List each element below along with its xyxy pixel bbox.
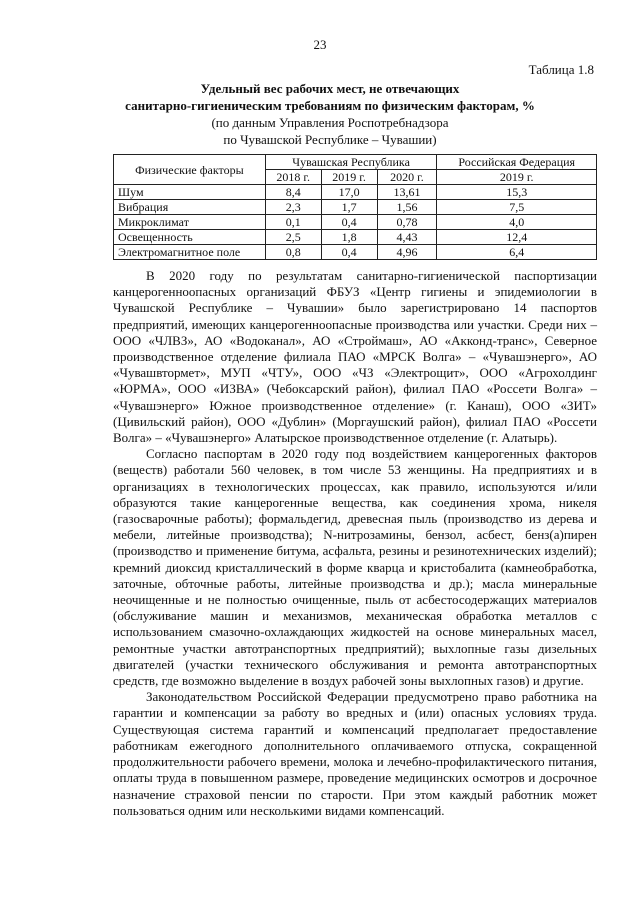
value-cell: 4,96	[377, 245, 437, 260]
value-cell: 4,0	[437, 215, 597, 230]
value-cell: 8,4	[265, 185, 321, 200]
factor-cell: Освещенность	[114, 230, 266, 245]
paragraph: Законодательством Российской Федерации предусмотрено право работника на гарантии и компенсации за работу во вредных и (или) опасных условиях труда. Существующая система гарантий и компенсаций предполагает предоставление работникам ежегодного дополнительного оплачиваемого отпуска, сокращенной продолжительности рабочего времени, молока и лечебно-профилактического питания, оплаты труда в повышенном размере, проведение медицинских осмотров и досрочное назначение страховой пенсии по старости. При этом каждый работник может пользоваться одним или несколькими видами компенсаций.	[113, 689, 597, 818]
value-cell: 1,56	[377, 200, 437, 215]
value-cell: 7,5	[437, 200, 597, 215]
value-cell: 2,3	[265, 200, 321, 215]
value-cell: 0,1	[265, 215, 321, 230]
paragraph: Согласно паспортам в 2020 году под воздействием канцерогенных факторов (веществ) работали 560 человек, в том числе 53 женщины. На предприятиях и в организациях в технологических процессах, как правило, используются и/или образуются такие канцерогенные вещества, как соединения хрома, никеля (газосварочные работы); формальдегид, древесная пыль (производство из дерева и мебели, литейные производства); N-нитрозамины, бензол, асбест, бенз(а)пирен (производство и применение битума, асфальта, резины и резинотехнических изделий); кремний диоксид кристаллический в форме кварца и кристобалита (камнеобработка, заточные, обточные работы, литейные производства и др.); масла минеральные неочищенные и не полностью очищенные, пыль от асбестосодержащих материалов (обслуживание машин и механизмов, механическая обработка металлов с использованием смазочно-охлаждающих жидкостей на основе минеральных масел, ремонтные участки автотранспортных предприятий); выхлопные газы дизельных двигателей (участки технического обслуживания и ремонта автотранспортных средств, где возможно выделение в воздух рабочей зоны выхлопных газов) и другие.	[113, 446, 597, 689]
value-cell: 1,8	[321, 230, 377, 245]
year-cell: 2019 г.	[437, 170, 597, 185]
value-cell: 6,4	[437, 245, 597, 260]
table-row	[114, 215, 597, 230]
value-cell: 4,43	[377, 230, 437, 245]
table-row	[114, 230, 597, 245]
table-row	[114, 200, 597, 215]
value-cell: 17,0	[321, 185, 377, 200]
value-cell: 1,7	[321, 200, 377, 215]
factor-cell: Вибрация	[114, 200, 266, 215]
value-cell: 0,4	[321, 215, 377, 230]
heading-line-3: (по данным Управления Роспотребнадзора	[211, 115, 449, 130]
factor-cell: Микроклимат	[114, 215, 266, 230]
year-cell: 2019 г.	[321, 170, 377, 185]
value-cell: 0,78	[377, 215, 437, 230]
physical-factors-table	[113, 154, 597, 260]
page-number: 23	[313, 37, 327, 52]
heading-line-1: Удельный вес рабочих мест, не отвечающих	[200, 81, 460, 96]
value-cell: 2,5	[265, 230, 321, 245]
factor-cell: Электромагнитное поле	[114, 245, 266, 260]
value-cell: 13,61	[377, 185, 437, 200]
header-factor: Физические факторы	[114, 155, 266, 185]
header-russia: Российская Федерация	[437, 155, 597, 170]
table-row	[114, 185, 597, 200]
value-cell: 0,8	[265, 245, 321, 260]
value-cell: 0,4	[321, 245, 377, 260]
year-cell: 2020 г.	[377, 170, 437, 185]
table-label: Таблица 1.8	[528, 62, 594, 77]
value-cell: 12,4	[437, 230, 597, 245]
year-cell: 2018 г.	[265, 170, 321, 185]
heading-line-2: санитарно-гигиеническим требованиям по физическим факторам, %	[125, 98, 535, 113]
value-cell: 15,3	[437, 185, 597, 200]
factor-cell: Шум	[114, 185, 266, 200]
paragraph: В 2020 году по результатам санитарно-гигиенической паспортизации канцерогенноопасных организаций ФБУЗ «Центр гигиены и эпидемиологии в Чувашской Республике – Чувашии» было зарегистрировано 14 паспортов предприятий, имеющих канцерогенноопасные производства или участки. Среди них – ООО «ЧЛВЗ», АО «Водоканал», АО «Строймаш», АО «Акконд-транс», Северное производственное отделение филиала ПАО «МРСК Волга» – «Чувашэнерго», АО «Чувашвтормет», МУП «ЧТУ», ООО «ЧЗ «Электрощит», ООО «Агрохолдинг «ЮРМА», ООО «ИЗВА» (Чебоксарский район), филиал ПАО «Россети Волга» – «Чувашэнерго» Южное производственное отделение» (г. Канаш), ООО «ЗИТ» (Цивильский район), ООО «Дублин» (Моргаушский район), филиал ПАО «Россети Волга» – «Чувашэнерго» Алатырское производственное отделение (г. Алатырь).	[113, 268, 597, 446]
table-header-row	[114, 155, 597, 170]
table-heading	[60, 80, 600, 148]
table-row	[114, 245, 597, 260]
heading-line-4: по Чувашской Республике – Чувашии)	[223, 132, 437, 147]
header-chuvash: Чувашская Республика	[265, 155, 437, 170]
body-text	[113, 268, 597, 819]
